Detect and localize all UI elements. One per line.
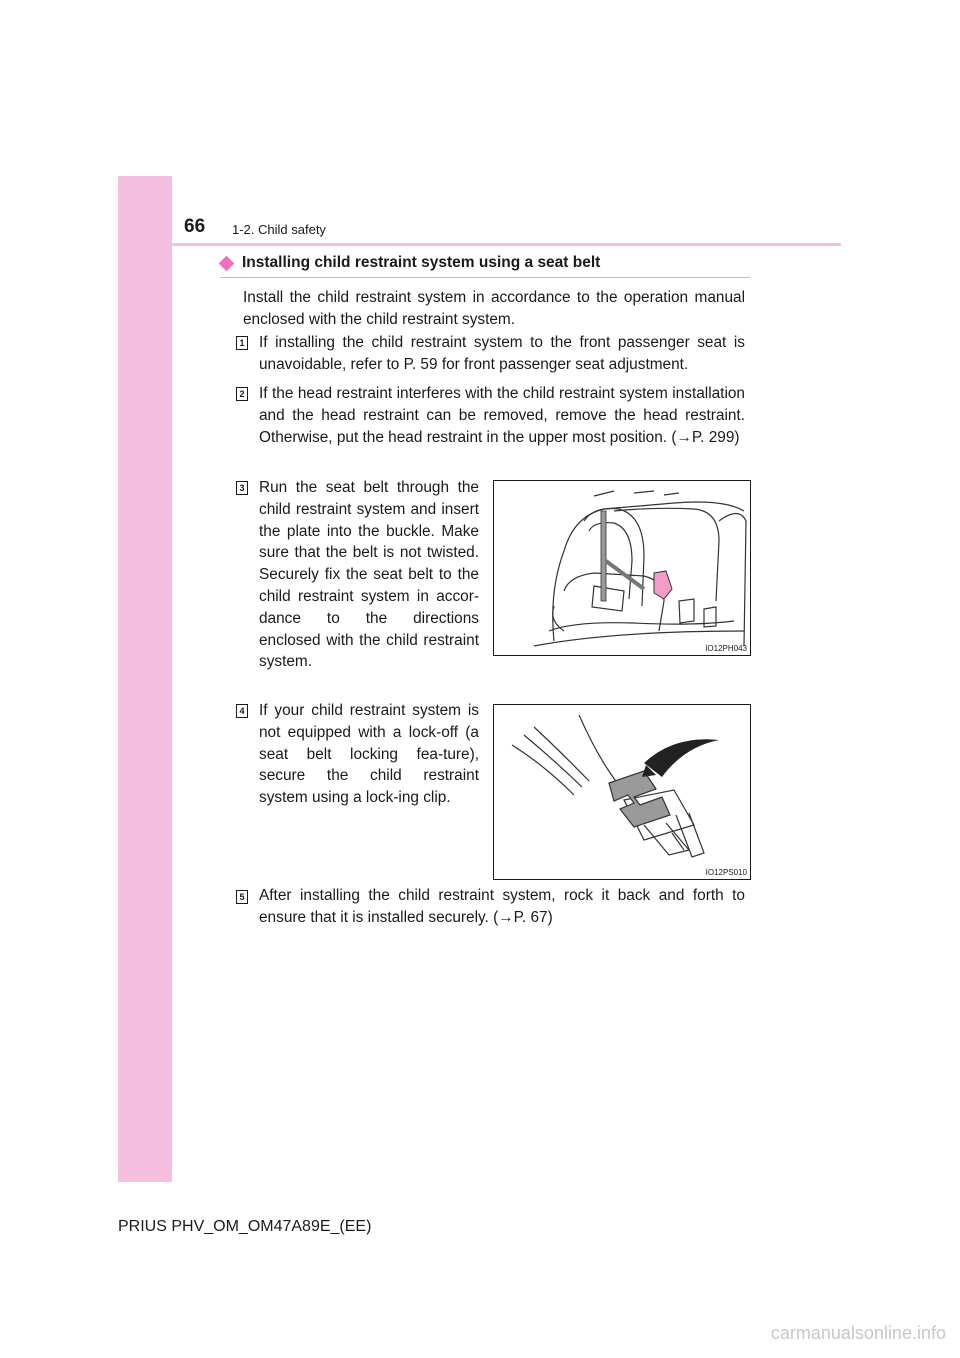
step-text: If your child restraint system is not equipped with a lock-off (a seat belt locking fea-ture), secure the child restraint system using a lock-ing clip.: [259, 702, 479, 807]
page-number: 66: [184, 216, 206, 237]
intro-paragraph: Install the child restraint system in accordance to the operation manual enclosed with the child restraint system.: [243, 289, 745, 328]
heading-row: [220, 253, 750, 278]
locking-clip-illustration-icon: [494, 705, 750, 879]
section-sidebar-tab: [118, 176, 172, 1182]
figure-code: IO12PS010: [705, 868, 747, 877]
step-number: 2: [236, 387, 248, 401]
step-number: 4: [236, 704, 248, 718]
page-heading: Installing child restraint system using a seat belt: [242, 254, 601, 271]
step-text: If installing the child restraint system to the front passenger seat is unavoidable, refer to P. 59 for front passenger seat adjustment.: [259, 334, 745, 373]
step-text: Run the seat belt through the child restraint system and insert the plate into the buckle. Make sure that the belt is not twisted. Securely fix the seat belt to the child restraint system in accor-dance to the directions enclosed with the child restraint system.: [259, 479, 479, 671]
step-text: If the head restraint interferes with the child restraint system installation and the head restraint can be removed, remove the head restraint. Otherwise, put the head restraint in the upper most position. (→P. 299): [259, 385, 745, 446]
watermark: carmanualsonline.info: [770, 1323, 946, 1343]
footer-model-code: PRIUS PHV_OM_OM47A89E_(EE): [118, 1218, 372, 1235]
child-seat-illustration-icon: [494, 481, 750, 655]
step-number: 1: [236, 336, 248, 350]
step-text: After installing the child restraint system, rock it back and forth to ensure that it is installed securely. (→P. 67): [259, 887, 745, 926]
figure-code: IO12PH043: [705, 644, 747, 653]
step-number: 3: [236, 481, 248, 495]
locking-clip-figure: [493, 704, 751, 880]
child-seat-figure: [493, 480, 751, 656]
section-title: 1-2. Child safety: [232, 222, 326, 237]
diamond-bullet-icon: [219, 256, 235, 272]
header-rule: [118, 243, 841, 246]
step-number: 5: [236, 890, 248, 904]
